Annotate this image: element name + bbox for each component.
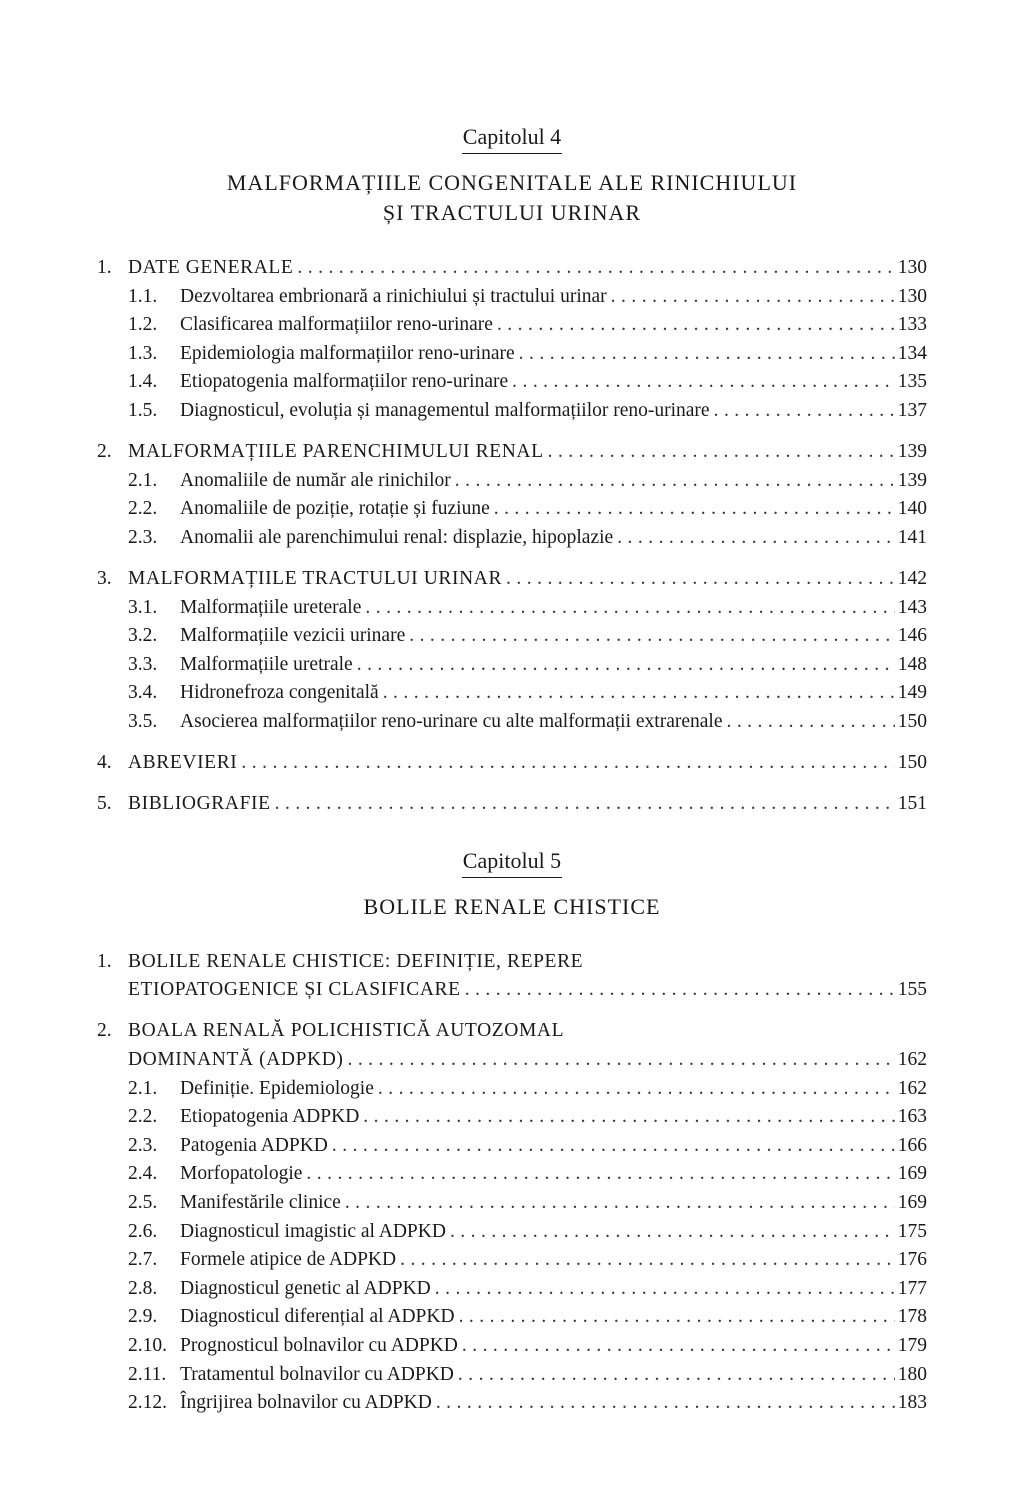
- section-title: DATE GENERALE: [128, 257, 294, 278]
- subsection-title: Hidronefroza congenitală: [180, 682, 379, 704]
- chapter: [97, 122, 927, 819]
- page-number: 162: [897, 1077, 927, 1099]
- dot-leader: [332, 1132, 895, 1161]
- subsection-title: Anomaliile de poziție, rotație și fuziune: [180, 498, 490, 520]
- toc-section: [97, 254, 927, 426]
- page-number: 140: [897, 498, 927, 520]
- page-number: 142: [897, 567, 927, 589]
- subsection-title: Malformațiile vezicii urinare: [180, 625, 406, 647]
- page-number: 135: [897, 371, 927, 393]
- toc-subentry[interactable]: [97, 1218, 927, 1247]
- chapter-label-row: [97, 122, 927, 154]
- dot-leader: [347, 1046, 894, 1075]
- section-title: ABREVIERI: [128, 752, 238, 773]
- subsection-title: Morfopatologie: [180, 1163, 303, 1185]
- section-title: DOMINANTĂ (ADPKD): [128, 1048, 344, 1070]
- dot-leader: [435, 1275, 895, 1304]
- dot-leader: [459, 1303, 895, 1332]
- section-number: 2.: [97, 441, 112, 463]
- dot-leader: [450, 1218, 895, 1247]
- toc-subentry[interactable]: [97, 1075, 927, 1104]
- subsection-title: Clasificarea malformațiilor reno-urinare: [180, 314, 493, 336]
- page-number: 162: [897, 1048, 927, 1070]
- dot-leader: [383, 679, 895, 708]
- toc-subentry[interactable]: [97, 1132, 927, 1161]
- subsection-number: 2.9.: [128, 1306, 158, 1328]
- subsection-number: 3.4.: [128, 682, 158, 704]
- toc-section: [97, 749, 927, 778]
- page-number: 175: [897, 1220, 927, 1242]
- page-number: 180: [897, 1363, 927, 1385]
- toc-entry[interactable]: [97, 438, 927, 467]
- toc-subentry[interactable]: [97, 708, 927, 737]
- subsection-number: 2.1.: [128, 1077, 158, 1099]
- subsection-title: Asocierea malformațiilor reno-urinare cu alte malformații extrarenale: [180, 710, 723, 732]
- toc-section: [97, 565, 927, 737]
- dot-leader: [275, 790, 895, 819]
- page-number: 163: [897, 1106, 927, 1128]
- toc-subentry[interactable]: [97, 1189, 927, 1218]
- page-number: 130: [897, 257, 927, 278]
- page-number: 137: [897, 399, 927, 421]
- page-number: 146: [897, 625, 927, 647]
- chapter-title-line: MALFORMAȚIILE CONGENITALE ALE RINICHIULUI: [226, 170, 798, 195]
- subsection-number: 1.4.: [128, 371, 158, 393]
- subsection-number: 2.5.: [128, 1191, 158, 1213]
- table-of-contents: [97, 122, 927, 1418]
- toc-subentry[interactable]: [97, 283, 927, 312]
- subsection-title: Etiopatogenia malformațiilor reno-urinare: [180, 371, 509, 393]
- subsection-number: 2.3.: [128, 1134, 158, 1156]
- subsection-number: 2.8.: [128, 1277, 158, 1299]
- dot-leader: [494, 495, 895, 524]
- toc-subentry[interactable]: [97, 495, 927, 524]
- dot-leader: [363, 1103, 894, 1132]
- page-number: 179: [897, 1334, 927, 1356]
- subsection-number: 1.3.: [128, 342, 158, 364]
- dot-leader: [548, 438, 895, 467]
- chapter-title: [97, 892, 927, 922]
- dot-leader: [726, 708, 894, 737]
- toc-entry[interactable]: [97, 565, 927, 594]
- subsection-title: Anomaliile de număr ale rinichilor: [180, 469, 451, 491]
- toc-subentry[interactable]: [97, 1303, 927, 1332]
- subsection-number: 1.5.: [128, 399, 158, 421]
- section-title: BIBLIOGRAFIE: [128, 793, 271, 815]
- page-number: 155: [897, 979, 927, 1001]
- section-list: [97, 254, 927, 819]
- subsection-number: 2.10.: [128, 1334, 167, 1356]
- chapter: [97, 846, 927, 1418]
- toc-subentry[interactable]: [97, 679, 927, 708]
- dot-leader: [497, 311, 895, 340]
- subsection-title: Malformațiile uretrale: [180, 653, 353, 675]
- toc-entry[interactable]: [97, 1046, 927, 1075]
- section-list: [97, 948, 927, 1418]
- toc-entry[interactable]: [97, 749, 927, 778]
- section-title: BOLILE RENALE CHISTICE: DEFINIȚIE, REPERE: [128, 950, 584, 972]
- page-number: 149: [897, 682, 927, 704]
- page-number: 177: [897, 1277, 927, 1299]
- subsection-title: Definiție. Epidemiologie: [180, 1077, 374, 1099]
- page-number: 148: [897, 653, 927, 675]
- section-number: 3.: [97, 567, 112, 589]
- page-number: 150: [897, 752, 927, 773]
- dot-leader: [409, 622, 895, 651]
- toc-subentry[interactable]: [97, 467, 927, 496]
- subsection-title: Epidemiologia malformațiilor reno-urinare: [180, 342, 515, 364]
- subsection-number: 2.3.: [128, 526, 158, 548]
- subsection-title: Tratamentul bolnavilor cu ADPKD: [180, 1363, 454, 1385]
- dot-leader: [365, 594, 894, 623]
- page-number: 169: [897, 1163, 927, 1185]
- subsection-number: 3.1.: [128, 596, 158, 618]
- subsection-number: 2.4.: [128, 1163, 158, 1185]
- toc-entry[interactable]: [97, 790, 927, 819]
- subsection-number: 3.3.: [128, 653, 158, 675]
- page-number: 143: [897, 596, 927, 618]
- dot-leader: [458, 1361, 895, 1390]
- toc-subentry[interactable]: [97, 524, 927, 553]
- toc-subentry[interactable]: [97, 594, 927, 623]
- chapter-title-line: BOLILE RENALE CHISTICE: [363, 893, 661, 919]
- dot-leader: [297, 254, 894, 283]
- toc-entry[interactable]: [97, 976, 927, 1005]
- chapter-title: [97, 168, 927, 228]
- subsection-title: Diagnosticul diferențial al ADPKD: [180, 1306, 455, 1328]
- section-title: MALFORMAȚIILE TRACTULUI URINAR: [128, 567, 503, 589]
- subsection-number: 2.12.: [128, 1392, 167, 1414]
- dot-leader: [241, 749, 894, 778]
- page-number: 176: [897, 1249, 927, 1271]
- toc-section: [97, 438, 927, 552]
- toc-entry[interactable]: [97, 254, 927, 283]
- subsection-number: 2.2.: [128, 1106, 158, 1128]
- section-number: 1.: [97, 950, 112, 972]
- toc-subentry[interactable]: [97, 1389, 927, 1418]
- dot-leader: [357, 651, 895, 680]
- toc-section: [97, 790, 927, 819]
- subsection-title: Patogenia ADPKD: [180, 1134, 328, 1156]
- dot-leader: [512, 368, 895, 397]
- toc-entry[interactable]: [97, 1017, 927, 1046]
- dot-leader: [714, 397, 895, 426]
- toc-subentry[interactable]: [97, 340, 927, 369]
- dot-leader: [506, 565, 895, 594]
- page-number: 139: [897, 441, 927, 463]
- subsection-number: 1.1.: [128, 285, 158, 307]
- subsection-number: 3.5.: [128, 710, 158, 732]
- page-number: 169: [897, 1191, 927, 1213]
- dot-leader: [465, 976, 895, 1005]
- section-title: MALFORMAȚIILE PARENCHIMULUI RENAL: [128, 441, 544, 463]
- dot-leader: [306, 1160, 894, 1189]
- toc-subentry[interactable]: [97, 1361, 927, 1390]
- dot-leader: [378, 1075, 895, 1104]
- toc-subentry[interactable]: [97, 622, 927, 651]
- section-number: 2.: [97, 1020, 112, 1042]
- subsection-title: Diagnosticul imagistic al ADPKD: [180, 1220, 446, 1242]
- toc-entry[interactable]: [97, 948, 927, 977]
- section-title: ETIOPATOGENICE ȘI CLASIFICARE: [128, 979, 461, 1001]
- subsection-number: 3.2.: [128, 625, 158, 647]
- subsection-number: 2.7.: [128, 1249, 158, 1271]
- dot-leader: [455, 467, 895, 496]
- subsection-title: Etiopatogenia ADPKD: [180, 1106, 360, 1128]
- subsection-number: 1.2.: [128, 314, 158, 336]
- toc-subentry[interactable]: [97, 1332, 927, 1361]
- subsection-title: Prognosticul bolnavilor cu ADPKD: [180, 1334, 458, 1356]
- dot-leader: [611, 283, 895, 312]
- toc-subentry[interactable]: [97, 397, 927, 426]
- subsection-title: Diagnosticul genetic al ADPKD: [180, 1277, 431, 1299]
- page-number: 141: [897, 526, 927, 548]
- page-number: 166: [897, 1134, 927, 1156]
- section-number: 1.: [97, 257, 112, 278]
- subsection-title: Malformațiile ureterale: [180, 596, 362, 618]
- chapter-label: Capitolul 5: [462, 847, 562, 878]
- toc-subentry[interactable]: [97, 651, 927, 680]
- page-number: 183: [897, 1392, 927, 1414]
- page-number: 133: [897, 314, 927, 336]
- section-number: 5.: [97, 793, 112, 815]
- subsection-number: 2.1.: [128, 469, 158, 491]
- section-number: 4.: [97, 752, 112, 773]
- subsection-title: Manifestările clinice: [180, 1191, 341, 1213]
- dot-leader: [519, 340, 895, 369]
- toc-subentry[interactable]: [97, 1246, 927, 1275]
- chapter-title-line: ȘI TRACTULUI URINAR: [382, 200, 642, 225]
- page-number: 150: [897, 710, 927, 732]
- dot-leader: [436, 1389, 895, 1418]
- chapter-label: Capitolul 4: [462, 123, 562, 154]
- toc-subentry[interactable]: [97, 368, 927, 397]
- dot-leader: [462, 1332, 895, 1361]
- page-number: 130: [897, 285, 927, 307]
- dot-leader: [617, 524, 895, 553]
- page-number: 151: [897, 793, 927, 815]
- subsection-title: Dezvoltarea embrionară a rinichiului și tractului urinar: [180, 285, 607, 307]
- subsection-title: Anomalii ale parenchimului renal: displazie, hipoplazie: [180, 526, 614, 548]
- page-number: 134: [897, 342, 927, 364]
- toc-subentry[interactable]: [97, 1160, 927, 1189]
- page-number: 178: [897, 1306, 927, 1328]
- subsection-number: 2.6.: [128, 1220, 158, 1242]
- dot-leader: [400, 1246, 895, 1275]
- toc-subentry[interactable]: [97, 1103, 927, 1132]
- dot-leader: [345, 1189, 895, 1218]
- page-number: 139: [897, 469, 927, 491]
- toc-section: [97, 948, 927, 1005]
- section-title: BOALA RENALĂ POLICHISTICĂ AUTOZOMAL: [128, 1020, 565, 1042]
- chapter-label-row: [97, 846, 927, 878]
- subsection-number: 2.2.: [128, 498, 158, 520]
- toc-section: [97, 1017, 927, 1417]
- toc-subentry[interactable]: [97, 311, 927, 340]
- subsection-number: 2.11.: [128, 1363, 167, 1385]
- subsection-title: Diagnosticul, evoluția și managementul malformațiilor reno-urinare: [180, 399, 710, 421]
- subsection-title: Îngrijirea bolnavilor cu ADPKD: [180, 1392, 432, 1414]
- subsection-title: Formele atipice de ADPKD: [180, 1249, 397, 1271]
- toc-subentry[interactable]: [97, 1275, 927, 1304]
